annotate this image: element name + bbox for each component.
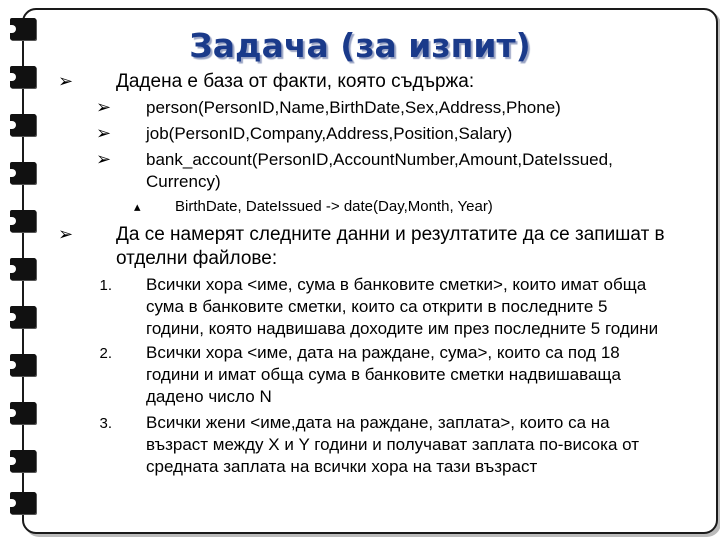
item-2-line-1: Всички хора <име, дата на раждане, сума>, които са под 18 bbox=[146, 343, 620, 362]
arrow-bullet-icon: ➢ bbox=[58, 71, 74, 92]
date-note: BirthDate, DateIssued -> date(Day,Month, Year) bbox=[175, 198, 493, 215]
item-3-line-3: средната заплата на всички хора на тази възраст bbox=[146, 457, 538, 476]
binding-ring-icon bbox=[10, 66, 36, 88]
arrow-bullet-icon: ➢ bbox=[96, 149, 112, 170]
binding-ring-icon bbox=[10, 114, 36, 136]
item-1-line-2: сума в банковите сметки, които са открити в последните 5 bbox=[146, 297, 608, 316]
item-number: 3. bbox=[99, 415, 112, 432]
task-text-line-1: Да се намерят следните данни и резултатите да се запишат в bbox=[116, 224, 665, 245]
item-1-line-1: Всички хора <име, сума в банковите сметки>, които имат обща bbox=[146, 275, 647, 294]
fact-bank-account: bank_account(PersonID,AccountNumber,Amount,DateIssued, Currency) bbox=[146, 150, 613, 191]
binding-ring-icon bbox=[10, 306, 36, 328]
arrow-bullet-icon: ➢ bbox=[96, 97, 112, 118]
binding-ring-icon bbox=[10, 162, 36, 184]
item-2-line-3: дадено число N bbox=[146, 387, 272, 406]
item-3-line-2: възраст между X и Y години и получават заплата по-висока от bbox=[146, 435, 639, 454]
item-number: 1. bbox=[99, 277, 112, 294]
arrow-bullet-icon: ➢ bbox=[96, 123, 112, 144]
binding-ring-icon bbox=[10, 492, 36, 514]
binding-ring-icon bbox=[10, 402, 36, 424]
binding-ring-icon bbox=[10, 354, 36, 376]
notebook-binding bbox=[0, 0, 40, 540]
triangle-bullet-icon: ▴ bbox=[134, 199, 141, 214]
arrow-bullet-icon: ➢ bbox=[58, 224, 74, 245]
task-text-line-2: отделни файлове: bbox=[116, 248, 278, 269]
item-number: 2. bbox=[99, 345, 112, 362]
item-3-line-1: Всички жени <име,дата на раждане, заплата>, които са на bbox=[146, 413, 610, 432]
binding-ring-icon bbox=[10, 258, 36, 280]
slide-title: Задача (за изпит) bbox=[189, 26, 531, 65]
intro-text: Дадена е база от факти, която съдържа: bbox=[116, 71, 475, 92]
item-1-line-3: години, която надвишава доходите им през последните 5 години bbox=[146, 319, 659, 338]
fact-job: job(PersonID,Company,Address,Position,Salary) bbox=[146, 124, 513, 143]
fact-person: person(PersonID,Name,BirthDate,Sex,Address,Phone) bbox=[146, 98, 561, 117]
item-2-line-2: години и имат обща сума в банковите сметки надвишаваща bbox=[146, 365, 621, 384]
binding-ring-icon bbox=[10, 210, 36, 232]
binding-ring-icon bbox=[10, 450, 36, 472]
